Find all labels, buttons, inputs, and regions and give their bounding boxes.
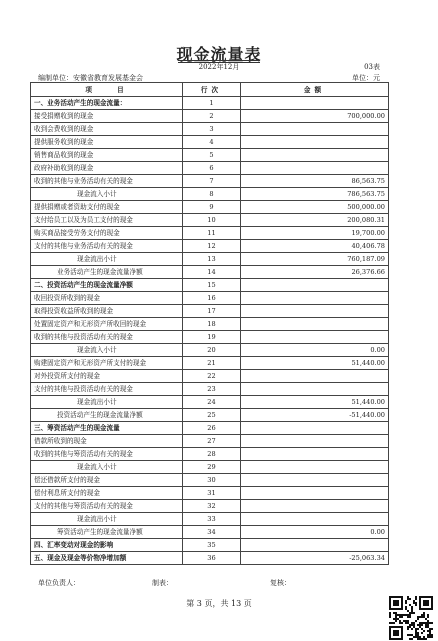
row-line-number: 5 [183, 149, 241, 162]
row-item: 支付的其他与筹资活动有关的现金 [31, 500, 183, 513]
row-line-number: 9 [183, 201, 241, 214]
row-item: 现金流入小计 [31, 188, 183, 201]
table-row [31, 500, 389, 513]
row-item: 借款所收到的现金 [31, 435, 183, 448]
row-item: 提供捐赠或者资助支付的现金 [31, 201, 183, 214]
row-item: 支付的其他与业务活动有关的现金 [31, 240, 183, 253]
table-row [31, 552, 389, 565]
row-item: 业务活动产生的现金流量净额 [31, 266, 183, 279]
row-line-number: 31 [183, 487, 241, 500]
row-line-number: 17 [183, 305, 241, 318]
row-line-number: 4 [183, 136, 241, 149]
table-row [31, 331, 389, 344]
table-row [31, 396, 389, 409]
row-item: 收到的其他与筹资活动有关的现金 [31, 448, 183, 461]
row-item: 处置固定资产和无形资产所收回的现金 [31, 318, 183, 331]
row-item: 现金流入小计 [31, 461, 183, 474]
row-amount [241, 539, 389, 552]
row-line-number: 34 [183, 526, 241, 539]
row-amount [241, 162, 389, 175]
table-row [31, 461, 389, 474]
row-item: 政府补助收到的现金 [31, 162, 183, 175]
table-row [31, 357, 389, 370]
table-header-row [31, 83, 389, 97]
row-amount: -51,440.00 [241, 409, 389, 422]
row-line-number: 20 [183, 344, 241, 357]
row-item: 支付给员工以及为员工支付的现金 [31, 214, 183, 227]
row-amount: 86,563.75 [241, 175, 389, 188]
row-line-number: 12 [183, 240, 241, 253]
row-item: 购建固定资产和无形资产所支付的现金 [31, 357, 183, 370]
row-item: 收到的其他与投资活动有关的现金 [31, 331, 183, 344]
row-amount: 51,440.00 [241, 396, 389, 409]
qr-code-image [389, 596, 433, 640]
table-row [31, 97, 389, 110]
row-line-number: 19 [183, 331, 241, 344]
row-item: 收到会费收到的现金 [31, 123, 183, 136]
table-row [31, 409, 389, 422]
row-amount [241, 448, 389, 461]
table-row [31, 227, 389, 240]
row-item: 三、筹资活动产生的现金流量 [31, 422, 183, 435]
reviewer-label: 复核： [270, 579, 291, 587]
table-row [31, 123, 389, 136]
row-line-number: 18 [183, 318, 241, 331]
row-line-number: 28 [183, 448, 241, 461]
row-item: 现金流出小计 [31, 253, 183, 266]
preparing-unit: 编制单位：安徽省教育发展基金会 [38, 74, 143, 82]
row-line-number: 23 [183, 383, 241, 396]
table-row [31, 539, 389, 552]
row-line-number: 8 [183, 188, 241, 201]
row-item: 接受捐赠收到的现金 [31, 110, 183, 123]
row-line-number: 22 [183, 370, 241, 383]
row-line-number: 25 [183, 409, 241, 422]
title-underline [178, 60, 260, 61]
form-number: 03表 [364, 63, 380, 71]
row-item: 投资活动产生的现金流量净额 [31, 409, 183, 422]
table-row [31, 110, 389, 123]
column-header-amount: 金额 [241, 83, 389, 97]
row-item: 取得投资收益所收到的现金 [31, 305, 183, 318]
table-row [31, 292, 389, 305]
table-row [31, 162, 389, 175]
row-amount: -25,063.34 [241, 552, 389, 565]
table-row [31, 474, 389, 487]
row-amount [241, 97, 389, 110]
row-amount [241, 149, 389, 162]
row-item: 提供服务收到的现金 [31, 136, 183, 149]
row-item: 对外投资所支付的现金 [31, 370, 183, 383]
row-item: 偿付利息所支付的现金 [31, 487, 183, 500]
row-amount [241, 461, 389, 474]
row-line-number: 36 [183, 552, 241, 565]
row-amount: 760,187.09 [241, 253, 389, 266]
table-row [31, 188, 389, 201]
table-row [31, 422, 389, 435]
row-line-number: 1 [183, 97, 241, 110]
table-row [31, 513, 389, 526]
row-amount: 500,000.00 [241, 201, 389, 214]
row-amount [241, 370, 389, 383]
table-row [31, 487, 389, 500]
row-line-number: 14 [183, 266, 241, 279]
row-amount [241, 383, 389, 396]
row-amount [241, 279, 389, 292]
row-amount [241, 292, 389, 305]
row-amount [241, 331, 389, 344]
row-amount: 40,406.78 [241, 240, 389, 253]
row-amount [241, 487, 389, 500]
row-line-number: 21 [183, 357, 241, 370]
table-row [31, 526, 389, 539]
row-item: 偿还借款所支付的现金 [31, 474, 183, 487]
table-row [31, 344, 389, 357]
row-amount: 51,440.00 [241, 357, 389, 370]
table-row [31, 383, 389, 396]
row-item: 现金流入小计 [31, 344, 183, 357]
row-line-number: 15 [183, 279, 241, 292]
row-item: 销售商品收到的现金 [31, 149, 183, 162]
table-row [31, 175, 389, 188]
row-amount [241, 474, 389, 487]
row-item: 筹资活动产生的现金流量净额 [31, 526, 183, 539]
row-line-number: 2 [183, 110, 241, 123]
row-line-number: 26 [183, 422, 241, 435]
report-title: 现金流量表 [176, 45, 262, 64]
row-line-number: 3 [183, 123, 241, 136]
row-line-number: 32 [183, 500, 241, 513]
row-amount: 786,563.75 [241, 188, 389, 201]
report-period: 2022年12月 [198, 63, 240, 71]
table-row [31, 435, 389, 448]
page-number: 第 3 页，共 13 页 [186, 599, 252, 608]
row-amount [241, 500, 389, 513]
row-line-number: 27 [183, 435, 241, 448]
row-amount: 0.00 [241, 344, 389, 357]
currency-unit: 单位：元 [352, 74, 380, 82]
row-amount [241, 305, 389, 318]
row-amount: 19,700.00 [241, 227, 389, 240]
cash-flow-table [30, 82, 389, 565]
table-row [31, 448, 389, 461]
row-item: 收到的其他与业务活动有关的现金 [31, 175, 183, 188]
row-amount [241, 136, 389, 149]
row-line-number: 35 [183, 539, 241, 552]
row-line-number: 6 [183, 162, 241, 175]
row-amount [241, 422, 389, 435]
row-line-number: 10 [183, 214, 241, 227]
table-row [31, 266, 389, 279]
column-header-line: 行次 [183, 83, 241, 97]
row-amount: 700,000.00 [241, 110, 389, 123]
row-amount [241, 435, 389, 448]
row-item: 五、现金及现金等价物净增加额 [31, 552, 183, 565]
table-row [31, 136, 389, 149]
row-item: 现金流出小计 [31, 513, 183, 526]
row-line-number: 16 [183, 292, 241, 305]
row-amount: 0.00 [241, 526, 389, 539]
row-amount: 200,080.31 [241, 214, 389, 227]
row-item: 购买商品接受劳务支付的现金 [31, 227, 183, 240]
row-line-number: 11 [183, 227, 241, 240]
row-item: 支付的其他与投资活动有关的现金 [31, 383, 183, 396]
table-row [31, 253, 389, 266]
row-item: 现金流出小计 [31, 396, 183, 409]
row-item: 一、业务活动产生的现金流量： [31, 97, 183, 110]
row-line-number: 24 [183, 396, 241, 409]
table-row [31, 201, 389, 214]
row-item: 收回投资所收到的现金 [31, 292, 183, 305]
principal-label: 单位负责人： [38, 579, 80, 587]
table-row [31, 149, 389, 162]
row-line-number: 30 [183, 474, 241, 487]
row-item: 四、汇率变动对现金的影响 [31, 539, 183, 552]
table-row [31, 318, 389, 331]
table-row [31, 305, 389, 318]
row-line-number: 13 [183, 253, 241, 266]
row-amount [241, 123, 389, 136]
column-header-item: 项 目 [31, 83, 183, 97]
table-row [31, 279, 389, 292]
row-line-number: 33 [183, 513, 241, 526]
row-amount: 26,376.66 [241, 266, 389, 279]
table-row [31, 370, 389, 383]
table-row [31, 214, 389, 227]
row-amount [241, 513, 389, 526]
row-line-number: 7 [183, 175, 241, 188]
row-amount [241, 318, 389, 331]
row-item: 二、投资活动产生的现金流量净额 [31, 279, 183, 292]
table-row [31, 240, 389, 253]
row-line-number: 29 [183, 461, 241, 474]
preparer-label: 制表： [152, 579, 173, 587]
